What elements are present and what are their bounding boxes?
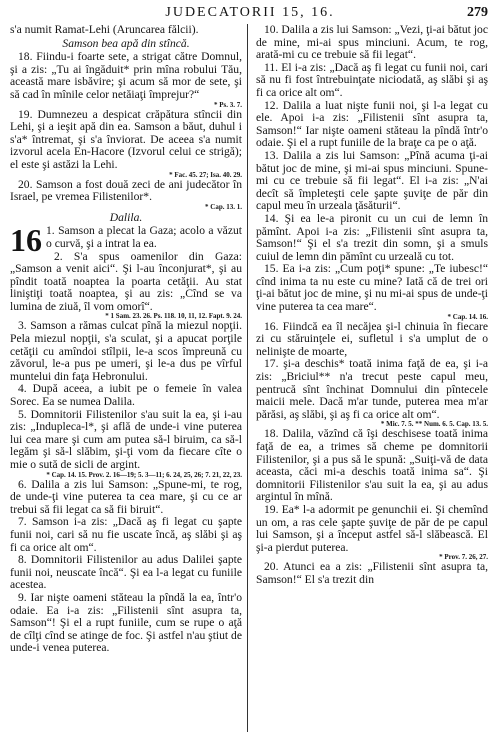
verse-18: 18. Fiindu-i foarte sete, a strigat către Domnul, şi a zis: „Tu ai îngăduit* prin mîna robului Tău, această mare isbăvire; şi acum să mor de sete, şi să cad în mînile celor netăiaţi împrejur?“ — [10, 50, 242, 101]
cross-reference: * Ps. 3. 7. — [214, 100, 242, 109]
verse-15: 15. Ea i-a zis: „Cum poţi* spune: „Te iubesc!“ cînd inima ta nu este cu mine? Iată că de trei ori ţi-ai bătut joc de mine, şi nu mi-ai spus de unde-ţi vine puterea ta cea mare“. — [256, 262, 488, 314]
verse-14: 14. Şi ea le-a pironit cu un cui de lemn în pămînt. Apoi i-a zis: „Filistenii sînt asupra ta, Samson!“ Şi el s'a trezit din somn, şi a smuls cuiul de lemn din pămînt cu urzeală cu tot. — [256, 211, 488, 263]
page-header — [0, 0, 500, 22]
verse-2: 2. S'a spus oamenilor din Gaza: „Samson a venit aici“. Şi l-au înconjurat*, şi au pîndit toată noaptea la poarta cetăţii. Au stat liniştiţi toată noaptea, şi au zis: „Cînd se va lumina de ziuă, îl vom omorî“. — [10, 249, 242, 313]
page-number: 279 — [467, 5, 488, 20]
verse-6: 6. Dalila a zis lui Samson: „Spune-mi, te rog, de unde-ţi vine puterea ta cea mare, şi cu ce ar trebui să fii legat ca să fii biruit“. — [10, 477, 242, 516]
chapter-start — [10, 222, 242, 259]
verse-13: 13. Dalila a zis lui Samson: „Pînă acuma ţi-ai bătut joc de mine, şi mi-ai spus minciuni. Spune-mi cu ce trebuie să fii legat“. El i-a zis: „N'ai decît să împleteşti cele şapte şuviţe de păr din capul meu în urzeala ţăsăturii“. — [256, 148, 488, 213]
verse-8: 8. Domnitorii Filistenilor au adus Dalilei şapte funii noi, neuscate încă“. Şi ea l-a legat cu funiile acestea. — [10, 553, 242, 592]
left-column — [10, 24, 242, 655]
section-heading: Dalila. — [109, 210, 143, 224]
verse-16: 16. Fiindcă ea îl necăjea şi-l chinuia în fiecare zi cu stăruinţele ei, sufletul i s'a umplut de o nelinişte de moarte, — [256, 319, 488, 358]
verse-19b: 19. Ea* l-a adormit pe genunchii ei. Şi chemînd un om, a ras cele şapte şuviţe de păr de pe capul lui Samson, şi a început astfel să-l slăbească. El şi-a pierdut puterea. — [256, 502, 488, 554]
cross-reference: * Fac. 45. 27; Isa. 40. 29. — [169, 170, 242, 179]
cross-reference: * Cap. 14. 15. Prov. 2. 16—19; 5. 3—11; 6. 24, 25, 26; 7. 21, 22, 23. — [46, 470, 242, 479]
running-title: JUDECATORII 15, 16. — [165, 5, 335, 20]
verse-18b: 18. Dalila, văzînd că îşi deschisese toată inima faţă de ea, a trimes să cheme pe domnitorii Filistenilor, şi a pus să le spună: „Suiţi-vă de data aceasta, căci mi-a deschis toată inima sa“. Şi domnitorii Filistenilor s'au suit la ea, şi au adus argintul în mînă. — [256, 427, 488, 504]
verse-9: 9. Iar nişte oameni stăteau la pîndă la ea, într'o odaie. Ea i-a zis: „Filistenii sînt asupra ta, Samson“! Şi el a rupt funiile, cum se rupe o aţă de cîlţi cînd se atinge de foc. Şi astfel n'au ştiut de unde-i venea puterea. — [10, 590, 242, 655]
cross-reference: * Cap. 14. 16. — [447, 312, 488, 321]
cross-reference: * Mic. 7. 5. ** Num. 6. 5. Cap. 13. 5. — [380, 420, 488, 429]
cross-reference: * Prov. 7. 26, 27. — [439, 553, 488, 562]
cross-reference: * Cap. 13. 1. — [205, 202, 242, 211]
right-column — [256, 24, 488, 587]
verse-20b: 20. Atunci ea a zis: „Filistenii sînt asupra ta, Samson!“ El s'a trezit din — [256, 560, 488, 586]
section-heading: Samson bea apă din stîncă. — [62, 36, 190, 50]
verse-1: 1. Samson a plecat la Gaza; acolo a văzut o curvă, şi a intrat la ea. — [46, 224, 242, 250]
verse-5: 5. Domnitorii Filistenilor s'au suit la ea, şi i-au zis: „Indupleca-l*, şi află de unde-i vine puterea lui cea mare şi cum am putea să-l biruim, ca să-l legăm şi să-l slăbim, şi-ţi vom da fiecare cîte o mie o sută de sicli de argint. — [10, 407, 242, 471]
verse-19: 19. Dumnezeu a despicat crăpătura stîncii din Lehi, şi a ieşit apă din ea. Samson a băut, duhul i s'a* întremat, şi s'a înviorat. De aceea s'a numit izvorul acela En-Hacore (Izvorul celui ce strigă); el este şi astăzi la Lehi. — [10, 107, 242, 171]
verse-10: 10. Dalila a zis lui Samson: „Vezi, ţi-ai bătut joc de mine, mi-ai spus minciuni. Acum, te rog, arată-mi cu ce trebuie să fii legat“. — [256, 23, 488, 62]
verse-text: s'a numit Ramat-Lehi (Aruncarea fălcii). — [10, 23, 199, 36]
column-divider — [247, 24, 248, 732]
verse-20: 20. Samson a fost două zeci de ani judecător în Israel, pe vremea Filistenilor*. — [10, 177, 242, 204]
verse-7: 7. Samson i-a zis: „Dacă aş fi legat cu şapte funii noi, cari să nu fie uscate încă, aş slăbi şi aş fi ca orice alt om“. — [10, 515, 242, 554]
verse-12: 12. Dalila a luat nişte funii noi, şi l-a legat cu ele. Apoi i-a zis: „Filistenii sînt asupra ta, Samson!“ Iar nişte oameni stăteau la pîndă într'o odaie. Şi el a rupt funiile de la braţe ca pe o aţă. — [256, 98, 488, 150]
verse-3: 3. Samson a rămas culcat pînă la miezul nopţii. Pela miezul nopţii, s'a sculat, şi a apucat porţile cetăţii cu amîndoi stîlpii, le-a scos împreună cu zăvorul, le-a pus pe umeri, şi le-a dus pe vîrful muntelui din faţa Hebronului. — [10, 319, 242, 383]
chapter-number: 16 — [10, 222, 42, 259]
cross-reference: * 1 Sam. 23. 26. Ps. 118. 10, 11, 12. Fapt. 9. 24. — [105, 312, 242, 321]
verse-17: 17. şi-a deschis* toată inima faţă de ea, şi i-a zis: „Briciul** n'a trecut peste capul meu, pentrucă sînt închinat Domnului din pîntecele maicii mele. Dacă m'ar tunde, puterea mea m'ar părăsi, aş slăbi, şi aş fi ca orice alt om“. — [256, 357, 488, 421]
verse-11: 11. El i-a zis: „Dacă aş fi legat cu funii noi, cari să nu fi fost întrebuinţate niciodată, aş slăbi şi aş fi ca orice alt om“. — [256, 60, 488, 99]
verse-4: 4. După aceea, a iubit pe o femeie în valea Sorec. Ea se numea Dalila. — [10, 382, 242, 409]
